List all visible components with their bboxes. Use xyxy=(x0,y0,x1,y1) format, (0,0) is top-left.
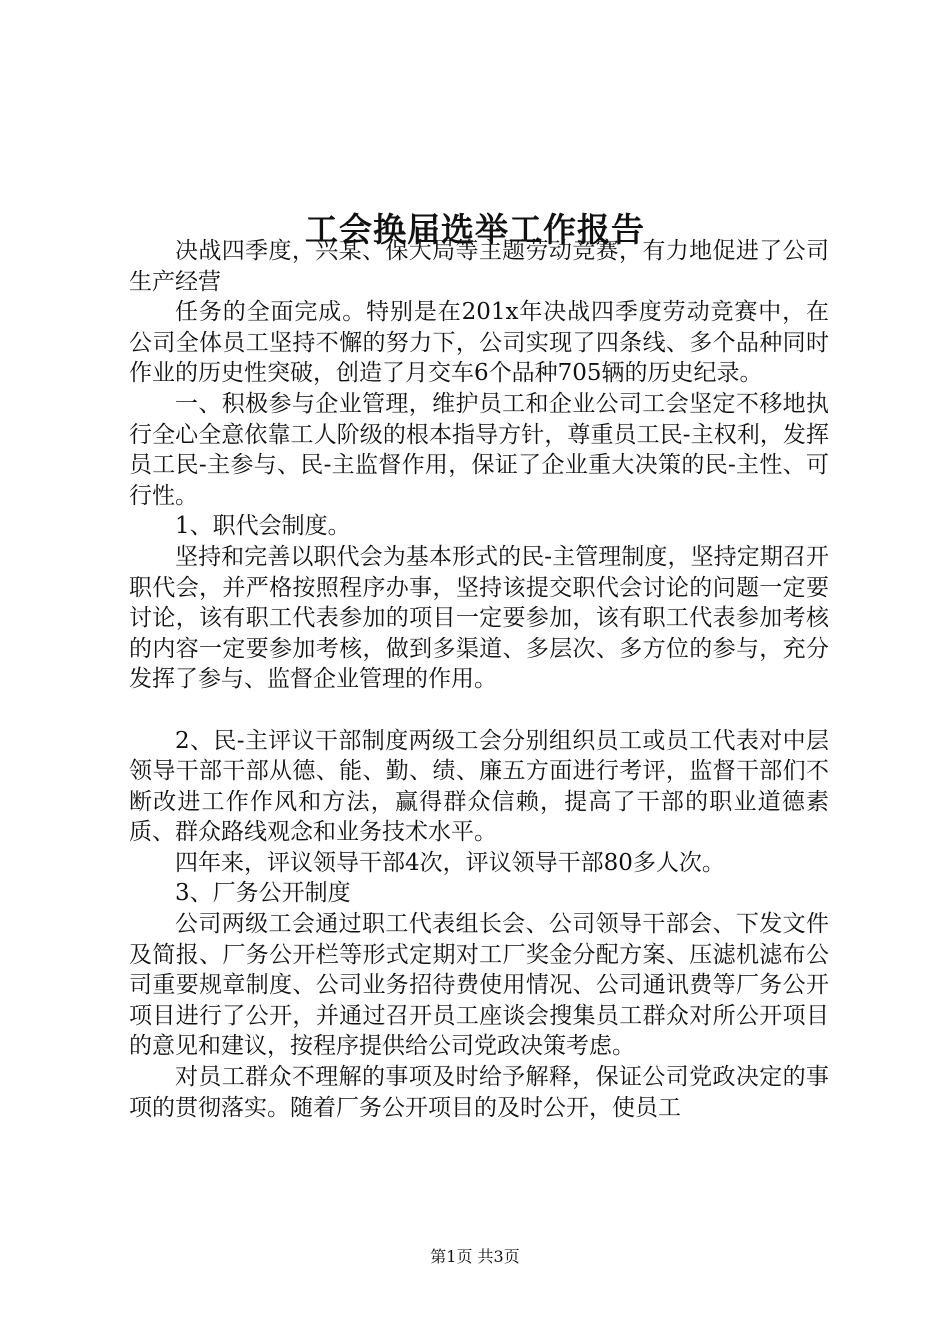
paragraph-explanation: 对员工群众不理解的事项及时给予解释，保证公司党政决定的事项的贯彻落实。随着厂务公开项目的及时公开，使员工 xyxy=(129,1064,829,1121)
paragraph-intro: 决战四季度，兴某、保大局等主题劳动竞赛，有力地促进了公司生产经营 xyxy=(129,238,829,295)
paragraph-evaluation-stats: 四年来，评议领导干部4次，评议领导干部80多人次。 xyxy=(175,849,725,876)
paragraph-task-completion: 任务的全面完成。特别是在201x年决战四季度劳动竞赛中，在公司全体员工坚持不懈的努力下，公司实现了四条线、多个品种同时作业的历史性突破，创造了月交车6个品种705辆的历史纪录。 xyxy=(129,299,829,387)
page-number-footer: 第1页 共3页 xyxy=(430,1247,520,1266)
paragraph-heading-disclosure: 3、厂务公开制度 xyxy=(175,880,351,907)
document-body xyxy=(129,236,829,1123)
paragraph-section-one: 一、积极参与企业管理，维护员工和企业公司工会坚定不移地执行全心全意依靠工人阶级的根本指导方针，尊重员工民-主权利，发挥员工民-主参与、民-主监督作用，保证了企业重大决策的民-主性、可行性。 xyxy=(129,390,829,509)
paragraph-heading-congress: 1、职代会制度。 xyxy=(175,513,351,540)
paragraph-spacer xyxy=(129,695,829,726)
document-title: 工会换届选举工作报告 xyxy=(305,210,645,250)
paragraph-congress-details: 坚持和完善以职代会为基本形式的民-主管理制度，坚持定期召开职代会，并严格按照程序办事，坚持该提交职代会讨论的问题一定要讨论，该有职工代表参加的项目一定要参加，该有职工代表参加考核的内容一定要参加考核，做到多渠道、多层次、多方位的参与，充分发挥了参与、监督企业管理的作用。 xyxy=(129,543,829,693)
paragraph-disclosure-details: 公司两级工会通过职工代表组长会、公司领导干部会、下发文件及简报、厂务公开栏等形式定期对工厂奖金分配方案、压滤机滤布公司重要规章制度、公司业务招待费使用情况、公司通讯费等厂务公开项目进行了公开，并通过召开员工座谈会搜集员工群众对所公开项目的意见和建议，按程序提供给公司党政决策考虑。 xyxy=(129,911,829,1060)
paragraph-cadre-evaluation: 2、民-主评议干部制度两级工会分别组织员工或员工代表对中层领导干部干部从德、能、勤、绩、廉五方面进行考评，监督干部们不断改进工作作风和方法，赢得群众信赖，提高了干部的职业道德素质、群众路线观念和业务技术水平。 xyxy=(129,727,829,846)
